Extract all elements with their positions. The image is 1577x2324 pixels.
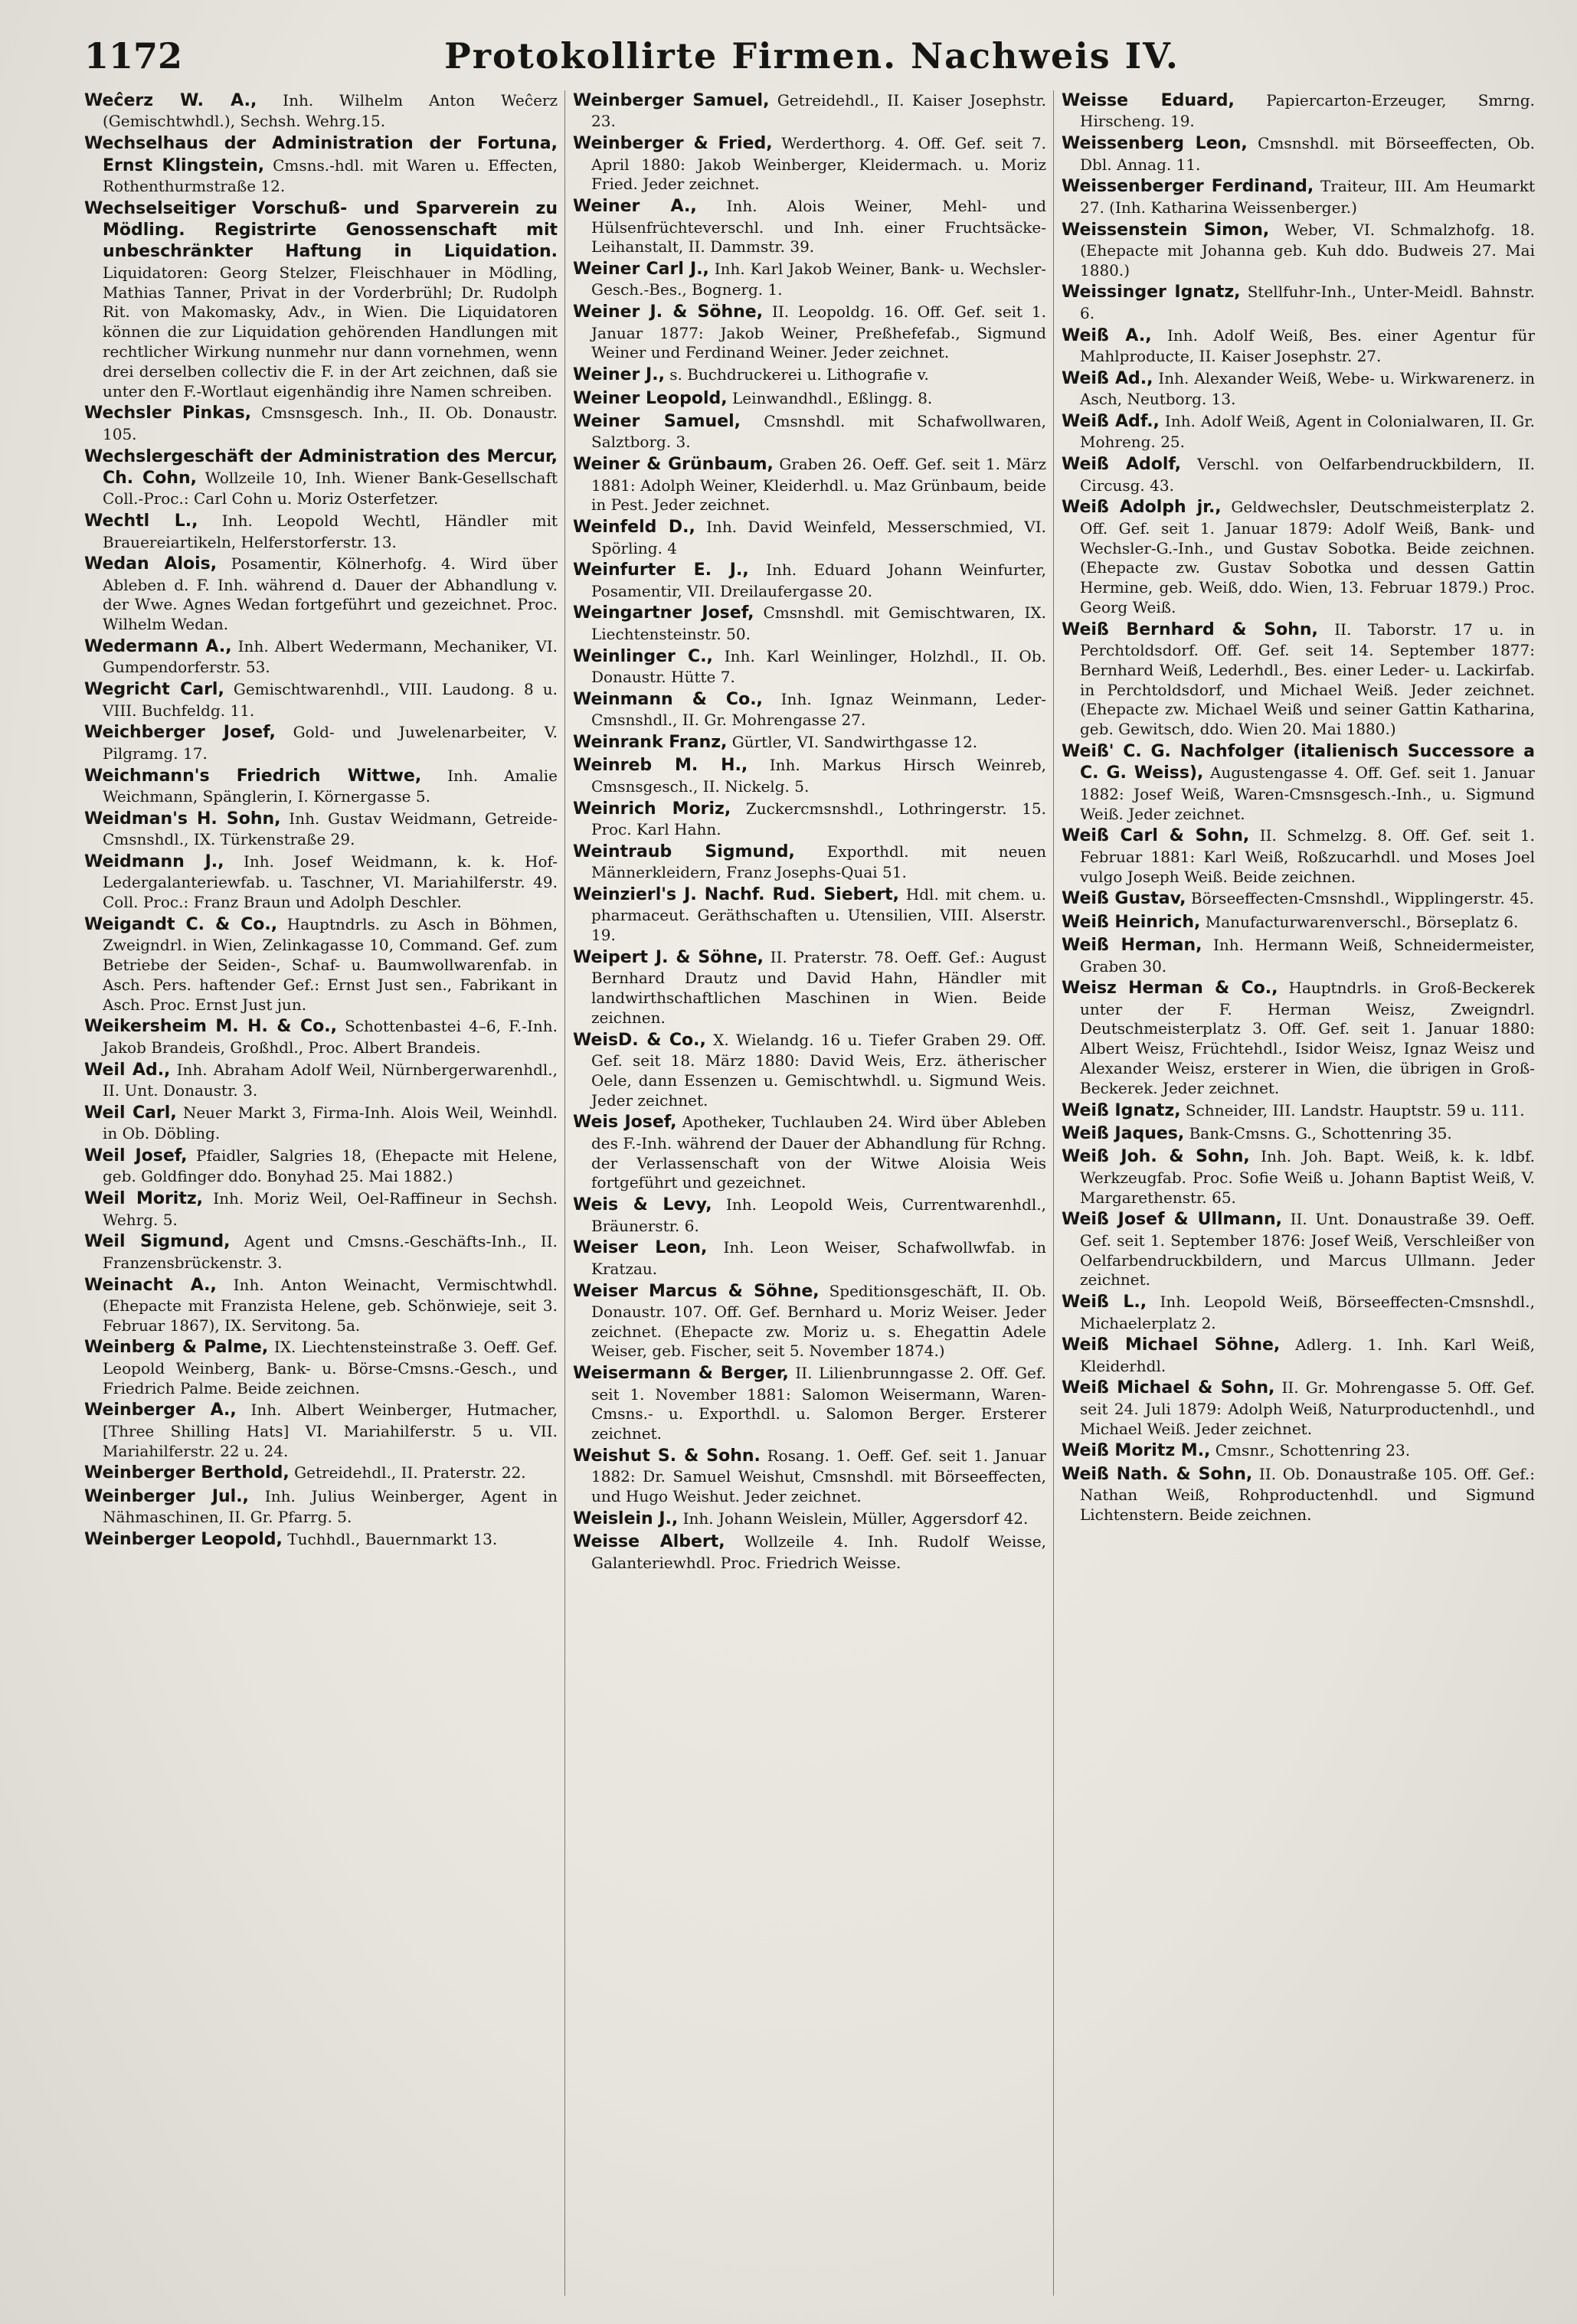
firm-name: Weiß Adolf,: [1062, 455, 1182, 475]
firm-entry: [84, 1146, 558, 1187]
firm-entry: [1062, 1335, 1535, 1376]
firm-name: Weiner J. & Söhne,: [573, 302, 764, 322]
firm-entry: [573, 1030, 1046, 1111]
firm-entry: [1062, 741, 1535, 824]
firm-entry: [1062, 454, 1535, 495]
firm-entry: [1062, 1146, 1535, 1208]
firm-entry: [84, 1231, 558, 1273]
firm-details: Cmsnr., Schottenring 23.: [1215, 1441, 1411, 1460]
firm-name: Weiß Jaques,: [1062, 1124, 1185, 1144]
firm-details: Inh. Adolf Weiß, Agent in Colonialwaren, II. Gr. Mohreng. 25.: [1080, 412, 1535, 452]
firm-entry: [573, 1195, 1046, 1236]
firm-entry: [1062, 1209, 1535, 1290]
firm-name: Weinberger A.,: [84, 1401, 237, 1420]
firm-details: Getreidehdl., II. Praterstr. 22.: [294, 1463, 526, 1482]
firm-name: Weisse Albert,: [573, 1532, 725, 1552]
column-3: [1062, 90, 1535, 2303]
firm-entry: [1062, 619, 1535, 740]
firm-entry: [1062, 497, 1535, 617]
firm-details: II. Lilienbrunngasse 2. Off. Gef. seit 1. November 1881: Salomon Weisermann, Waren-Cmsns.- u. Exporthdl. u. Salomon Berger. Ersterer zeichnet.: [591, 1364, 1046, 1443]
firm-entry: [573, 1446, 1046, 1507]
firm-name: Weiner Carl J.,: [573, 260, 709, 279]
firm-entry: [573, 1237, 1046, 1279]
firm-details: Börseeffecten-Cmsnshdl., Wipplingerstr. 45.: [1190, 889, 1534, 908]
firm-details: Inh. Gustav Weidmann, Getreide-Cmsnshdl., IX. Türkenstraße 29.: [103, 809, 558, 849]
firm-name: Wechsler Pinkas,: [84, 404, 252, 423]
firm-name: Weintraub Sigmund,: [573, 842, 795, 861]
firm-name: Weiß Adf.,: [1062, 412, 1160, 431]
firm-name: Weil Ad.,: [84, 1060, 171, 1080]
firm-details: Augustengasse 4. Off. Gef. seit 1. Januar 1882: Josef Weiß, Waren-Cmsnsgesch.-Inh., u. Sigmund Weiß. Jeder zeichnet.: [1080, 763, 1535, 823]
firm-details: Bank-Cmsns. G., Schottenring 35.: [1189, 1124, 1452, 1143]
firm-details: Hdl. mit chem. u. pharmaceut. Geräthschaften u. Utensilien, VIII. Alserstr. 19.: [591, 884, 1046, 945]
firm-entry: [573, 259, 1046, 300]
firm-details: Hauptndrls. zu Asch in Böhmen, Zweigndrl. in Wien, Zelinkagasse 10, Command. Gef. zum Betriebe der Seiden-, Schaf- u. Baumwollwarenfab. in Asch. Pers. haftender Gef.: Ernst Just sen., Fabrikant in Asch. Proc. Ernst Just jun.: [103, 914, 558, 1014]
firm-details: Schneider, III. Landstr. Hauptstr. 59 u. 111.: [1185, 1100, 1525, 1120]
firm-entry: [1062, 220, 1535, 281]
firm-details: Getreidehdl., II. Kaiser Josephstr. 23.: [591, 91, 1046, 131]
firm-entry: [84, 1103, 558, 1144]
firm-name: Weinberger Berthold,: [84, 1463, 290, 1483]
firm-name: Weiß Carl & Sohn,: [1062, 826, 1250, 846]
firm-name: Wechtl L.,: [84, 512, 198, 531]
firm-name: Weisse Eduard,: [1062, 91, 1235, 110]
column-2: [573, 90, 1046, 2303]
firm-name: Weiß Ignatz,: [1062, 1100, 1181, 1120]
firm-name: Weissinger Ignatz,: [1062, 283, 1241, 302]
firm-details: Inh. Moriz Weil, Oel-Raffineur in Sechsh. Wehrg. 5.: [103, 1189, 558, 1229]
firm-name: Weiß Nath. & Sohn,: [1062, 1464, 1253, 1484]
firm-name: Weissenstein Simon,: [1062, 220, 1270, 240]
firm-entry: [1062, 1464, 1535, 1525]
firm-name: Weil Josef,: [84, 1146, 188, 1165]
firm-name: Weiser Marcus & Söhne,: [573, 1281, 820, 1301]
firm-entry: [84, 636, 558, 678]
firm-entry: [84, 90, 558, 132]
firm-details: Cmsns.-hdl. mit Waren u. Effecten, Rothenthurmstraße 12.: [103, 155, 558, 195]
firm-entry: [84, 1060, 558, 1101]
firm-entry: [1062, 90, 1535, 132]
firm-entry: [573, 646, 1046, 688]
running-title: Protokollirte Firmen. Nachweis IV.: [444, 35, 1179, 77]
firm-name: Weiß Moritz M.,: [1062, 1441, 1211, 1461]
entry-columns: [84, 90, 1539, 2303]
firm-name: Weil Moritz,: [84, 1189, 204, 1209]
firm-details: Inh. David Weinfeld, Messerschmied, VI. Spörling. 4: [591, 518, 1046, 557]
firm-details: Apotheker, Tuchlauben 24. Wird über Ableben des F.-Inh. während der Dauer der Abhandlung für Rchng. der Verlassenschaft von der Witwe Aloisia Weis fortgeführt und gezeichnet.: [591, 1113, 1046, 1192]
firm-name: Wedermann A.,: [84, 637, 232, 657]
firm-entry: [1062, 888, 1535, 910]
firm-entry: [1062, 325, 1535, 367]
firm-details: X. Wielandg. 16 u. Tiefer Graben 29. Off. Gef. seit 18. März 1880: David Weis, Erz. ätherischer Oele, dann Essenzen u. Gemischtwhdl. u. Sigmund Weis. Jeder zeichnet.: [591, 1030, 1046, 1110]
firm-entry: [84, 1486, 558, 1528]
firm-entry: [1062, 825, 1535, 887]
firm-entry: [84, 403, 558, 444]
firm-details: Inh. Markus Hirsch Weinreb, Cmsnsgesch., II. Nickelg. 5.: [591, 756, 1046, 796]
firm-entry: [573, 388, 1046, 410]
firm-name: Weiß Heinrich,: [1062, 912, 1201, 932]
firm-details: II. Ob. Donaustraße 105. Off. Gef.: Nathan Weiß, Rohproductenhdl. und Sigmund Lichtenstern. Beide zeichnen.: [1080, 1464, 1535, 1524]
firm-name: Weiß Joh. & Sohn,: [1062, 1147, 1250, 1167]
firm-details: Inh. Albert Wedermann, Mechaniker, VI. Gumpendorferstr. 53.: [103, 637, 558, 677]
firm-details: Inh. Karl Jakob Weiner, Bank- u. Wechsler-Gesch.-Bes., Bognerg. 1.: [591, 260, 1046, 299]
firm-details: Inh. Wilhelm Anton Weĉerz (Gemischtwhdl.), Sechsh. Wehrg.15.: [103, 91, 558, 131]
firm-entry: [1062, 978, 1535, 1098]
firm-name: Weiser Leon,: [573, 1238, 708, 1258]
firm-name: Weidman's H. Sohn,: [84, 809, 281, 829]
firm-name: Weinrich Moriz,: [573, 799, 731, 819]
firm-entry: [1062, 912, 1535, 933]
firm-entry: [573, 302, 1046, 363]
firm-details: Manufacturwarenverschl., Börseplatz 6.: [1205, 912, 1519, 931]
firm-entry: [573, 732, 1046, 753]
firm-name: Weinacht A.,: [84, 1275, 217, 1295]
firm-details: Wollzeile 4. Inh. Rudolf Weisse, Galanteriewhdl. Proc. Friedrich Weisse.: [591, 1532, 1046, 1572]
firm-name: Weiner J.,: [573, 365, 665, 385]
firm-details: II. Schmelzg. 8. Off. Gef. seit 1. Februar 1881: Karl Weiß, Roßzucarhdl. und Moses Joel vulgo Joseph Weiß. Beide zeichnen.: [1080, 826, 1535, 886]
firm-entry: [573, 755, 1046, 796]
firm-entry: [573, 1363, 1046, 1444]
firm-entry: [1062, 411, 1535, 453]
firm-name: Weiß L.,: [1062, 1293, 1147, 1312]
firm-details: Cmsnshdl. mit Schafwollwaren, Salztborg. 3.: [591, 412, 1046, 452]
firm-name: Weiner Samuel,: [573, 412, 741, 431]
firm-details: Inh. Albert Weinberger, Hutmacher, [Three Shilling Hats] VI. Mariahilferstr. 5 u. VII. Mariahilferstr. 22 u. 24.: [103, 1401, 558, 1460]
firm-details: Inh. Johann Weislein, Müller, Aggersdorf 42.: [682, 1509, 1029, 1528]
firm-entry: [84, 1016, 558, 1057]
firm-name: Weiner & Grünbaum,: [573, 455, 774, 475]
firm-entry: [84, 1275, 558, 1336]
firm-details: Verschl. von Oelfarbendruckbildern, II. Circusg. 43.: [1080, 455, 1535, 495]
firm-name: Weinberger Leopold,: [84, 1529, 283, 1549]
firm-name: Weinfurter E. J.,: [573, 561, 749, 580]
firm-entry: [573, 560, 1046, 601]
firm-entry: [84, 722, 558, 763]
firm-entry: [573, 603, 1046, 644]
firm-name: Weichmann's Friedrich Wittwe,: [84, 766, 422, 786]
firm-entry: [573, 517, 1046, 558]
firm-details: Inh. Amalie Weichmann, Spänglerin, I. Körnergasse 5.: [103, 766, 558, 806]
firm-details: Cmsnsgesch. Inh., II. Ob. Donaustr. 105.: [103, 404, 558, 443]
firm-name: Wechselhaus der Administration der Fortuna, Ernst Klingstein,: [84, 134, 558, 175]
firm-entry: [573, 947, 1046, 1028]
firm-entry: [573, 799, 1046, 840]
firm-details: Cmsnshdl. mit Börseeffecten, Ob. Dbl. Annag. 11.: [1080, 134, 1535, 174]
firm-details: IX. Liechtensteinstraße 3. Oeff. Gef. Leopold Weinberg, Bank- u. Börse-Cmsns.-Gesch., und Friedrich Palme. Beide zeichnen.: [103, 1338, 558, 1397]
firm-name: Wechselseitiger Vorschuß- und Sparverein zu Mödling. Registrirte Genossenschaft mit unbeschränkter Haftung in Liquidation.: [84, 198, 558, 262]
firm-entry: [573, 689, 1046, 731]
firm-name: Weissenberg Leon,: [1062, 134, 1248, 154]
firm-details: Papiercarton-Erzeuger, Smrng. Hirscheng. 19.: [1080, 91, 1535, 131]
firm-name: Weiß Michael & Sohn,: [1062, 1378, 1275, 1398]
firm-details: Cmsnshdl. mit Gemischtwaren, IX. Liechtensteinstr. 50.: [591, 603, 1046, 643]
firm-name: Weĉerz W. A.,: [84, 91, 257, 110]
firm-details: II. Taborstr. 17 u. in Perchtoldsdorf. Off. Gef. seit 14. September 1877: Bernhard Weiß, Lederhdl., Bes. einer Leder- u. Lackirfab. in Perchtoldsdorf, und Michael Weiß. Jeder zeichnet. (Ehepacte zw. Michael Weiß und seiner Gattin Katharina, geb. Gewitsch, ddo. Wien 20. Mai 1880.): [1080, 619, 1535, 739]
firm-details: II. Unt. Donaustraße 39. Oeff. Gef. seit 1. September 1876: Josef Weiß, Verschleißer von Oelfarbendruckbildern, und Marcus Ullmann. Jeder zeichnet.: [1080, 1210, 1535, 1289]
firm-entry: [84, 809, 558, 850]
firm-details: Gürtler, VI. Sandwirthgasse 12.: [731, 733, 978, 751]
firm-name: Weinberger Samuel,: [573, 91, 770, 110]
firm-entry: [1062, 176, 1535, 217]
firm-entry: [84, 554, 558, 635]
firm-details: II. Praterstr. 78. Oeff. Gef.: August Bernhard Drautz und David Hahn, Händler mit landwirthschaftlichen Maschinen in Wien. Beide zeichnen.: [591, 947, 1046, 1027]
firm-name: WeisD. & Co.,: [573, 1030, 706, 1050]
firm-details: Inh. Leopold Weiß, Börseeffecten-Cmsnshdl., Michaelerplatz 2.: [1080, 1293, 1535, 1332]
firm-name: Weishut S. & Sohn.: [573, 1446, 761, 1466]
page-number: 1172: [84, 35, 183, 77]
firm-details: Liquidatoren: Georg Stelzer, Fleischhauer in Mödling, Mathias Tanner, Privat in der Vorderbrühl; Dr. Rudolph Rit. von Makomasky, Adv., in Wien. Die Liquidatoren können die zur Liquidation gehörenden Handlungen mit rechtlicher Wirkung nunmehr nur dann vornehmen, wenn drei derselben collectiv die F. in der Art zeichnen, daß sie unter den F.-Wortlaut eigenhändig ihre Namen schreiben.: [103, 263, 558, 400]
firm-name: Weinrank Franz,: [573, 733, 728, 752]
firm-details: Schottenbastei 4–6, F.-Inh. Jakob Brandeis, Großhdl., Proc. Albert Brandeis.: [103, 1017, 558, 1057]
firm-entry: [1062, 368, 1535, 410]
firm-entry: [573, 1281, 1046, 1362]
firm-entry: [573, 1531, 1046, 1573]
firm-entry: [573, 133, 1046, 194]
firm-details: II. Gr. Mohrengasse 5. Off. Gef. seit 24. Juli 1879: Adolph Weiß, Naturproductenhdl., und Michael Weiß. Jeder zeichnet.: [1080, 1378, 1535, 1438]
firm-entry: [84, 1188, 558, 1230]
column-1: [84, 90, 558, 2303]
firm-name: Weis & Levy,: [573, 1195, 712, 1215]
firm-name: Weikersheim M. H. & Co.,: [84, 1017, 337, 1037]
firm-name: Wedan Alois,: [84, 554, 218, 574]
firm-name: Weingartner Josef,: [573, 603, 754, 623]
firm-details: Weber, VI. Schmalzhofg. 18. (Ehepacte mit Johanna geb. Kuh ddo. Budweis 27. Mai 1880.): [1080, 220, 1535, 279]
firm-details: Inh. Ignaz Weinmann, Leder-Cmsnshdl., II. Gr. Mohrengasse 27.: [591, 689, 1046, 730]
firm-details: Inh. Leopold Weis, Currentwarenhdl., Bräunerstr. 6.: [591, 1195, 1046, 1235]
firm-details: Adlerg. 1. Inh. Karl Weiß, Kleiderhdl.: [1080, 1335, 1535, 1375]
firm-name: Weisz Herman & Co.,: [1062, 979, 1278, 999]
firm-entry: [573, 1508, 1046, 1530]
firm-name: Weislein J.,: [573, 1509, 679, 1528]
firm-entry: [573, 411, 1046, 453]
firm-entry: [1062, 1378, 1535, 1439]
firm-entry: [1062, 282, 1535, 323]
firm-name: Weiß' C. G. Nachfolger (italienisch Successore a C. G. Weiss),: [1062, 742, 1535, 783]
firm-entry: [84, 1463, 558, 1484]
firm-details: Posamentir, Kölnerhofg. 4. Wird über Ableben d. F. Inh. während d. Dauer der Abhandlung v. der Wwe. Agnes Wedan fortgeführt und gezeichnet. Proc. Wilhelm Wedan.: [103, 554, 558, 634]
firm-details: Inh. Hermann Weiß, Schneidermeister, Graben 30.: [1080, 936, 1535, 976]
firm-details: Zuckercmsnshdl., Lothringerstr. 15. Proc. Karl Hahn.: [591, 799, 1046, 838]
firm-name: Weiß Michael Söhne,: [1062, 1335, 1281, 1355]
firm-details: Leinwandhdl., Eßlingg. 8.: [731, 388, 933, 407]
column-divider: [1053, 90, 1054, 2296]
firm-details: Inh. Alois Weiner, Mehl- und Hülsenfrüchteverschl. und Inh. einer Fruchtsäcke-Leihanstalt, II. Dammstr. 39.: [591, 197, 1046, 257]
firm-name: Weinzierl's J. Nachf. Rud. Siebert,: [573, 884, 900, 904]
firm-name: Weil Sigmund,: [84, 1232, 231, 1252]
firm-details: Graben 26. Oeff. Gef. seit 1. März 1881: Adolph Weiner, Kleiderhdl. u. Maz Grünbaum, beide in Pest. Jeder zeichnet.: [591, 455, 1046, 515]
firm-details: Inh. Anton Weinacht, Vermischtwhdl. (Ehepacte mit Franzista Helene, geb. Schönwieje, seit 3. Februar 1867), IX. Servitong. 5a.: [103, 1275, 558, 1335]
firm-name: Weigandt C. & Co.,: [84, 914, 278, 934]
firm-details: Gold- und Juwelenarbeiter, V. Pilgramg. 17.: [103, 723, 558, 763]
column-divider: [564, 90, 565, 2296]
firm-details: Inh. Joh. Bapt. Weiß, k. k. ldbf. Werkzeugfab. Proc. Sofie Weiß u. Johann Baptist Weiß, V. Margarethenstr. 65.: [1080, 1147, 1535, 1207]
firm-details: Agent und Cmsns.-Geschäfts-Inh., II. Franzensbrückenstr. 3.: [103, 1232, 558, 1272]
firm-name: Weisermann & Berger,: [573, 1364, 789, 1384]
firm-details: Inh. Josef Weidmann, k. k. Hof-Ledergalanteriewfab. u. Taschner, VI. Mariahilferstr. 49. Coll. Proc.: Franz Braun und Adolph Deschler.: [103, 851, 558, 912]
firm-details: Inh. Leopold Wechtl, Händler mit Brauereiartikeln, Helferstorferstr. 13.: [103, 512, 558, 551]
firm-entry: [84, 511, 558, 552]
firm-details: Tuchhdl., Bauernmarkt 13.: [287, 1529, 498, 1548]
firm-name: Weiß Bernhard & Sohn,: [1062, 619, 1318, 639]
firm-entry: [573, 364, 1046, 386]
firm-details: Geldwechsler, Deutschmeisterplatz 2. Off. Gef. seit 1. Januar 1879: Adolf Weiß, Bank- und Wechsler-G.-Inh., und Gustav Sobotka. Beide zeichnen. (Ehepacte zw. Gustav Sobotka und dessen Gattin Hermine, geb. Weiß, ddo. Wien, 13. Februar 1879.) Proc. Georg Weiß.: [1080, 498, 1535, 616]
firm-name: Weiß Josef & Ullmann,: [1062, 1210, 1282, 1230]
firm-entry: [84, 851, 558, 913]
firm-name: Weinberg & Palme,: [84, 1338, 269, 1358]
firm-details: Inh. Eduard Johann Weinfurter, Posamentir, VII. Dreilaufergasse 20.: [591, 561, 1046, 600]
firm-entry: [573, 842, 1046, 883]
firm-name: Weiß Adolph jr.,: [1062, 498, 1222, 518]
firm-name: Weinmann & Co.,: [573, 689, 763, 709]
firm-name: Weinreb M. H.,: [573, 756, 748, 776]
firm-entry: [84, 914, 558, 1015]
firm-details: Traiteur, III. Am Heumarkt 27. (Inh. Katharina Weissenberger.): [1080, 177, 1535, 217]
firm-details: Neuer Markt 3, Firma-Inh. Alois Weil, Weinhdl. in Ob. Döbling.: [103, 1103, 558, 1143]
firm-name: Weinlinger C.,: [573, 646, 713, 666]
firm-entry: [84, 133, 558, 197]
firm-entry: [84, 766, 558, 807]
firm-details: Inh. Abraham Adolf Weil, Nürnbergerwarenhdl., II. Unt. Donaustr. 3.: [103, 1060, 558, 1100]
firm-details: Pfaidler, Salgries 18, (Ehepacte mit Helene, geb. Goldfinger ddo. Bonyhad 25. Mai 1882.): [103, 1146, 558, 1186]
firm-name: Weinberger & Fried,: [573, 134, 773, 154]
firm-details: Inh. Julius Weinberger, Agent in Nähmaschinen, II. Gr. Pfarrg. 5.: [103, 1486, 558, 1527]
firm-details: Hauptndrls. in Groß-Beckerek unter der F. Herman Weisz, Zweigndrl. Deutschmeisterplatz 3. Off. Gef. seit 1. Januar 1880: Albert Weisz, Früchtehdl., Isidor Weisz, Ignaz Weisz und Alexander Weisz, ersterer in Wien, die übrigen in Groß-Beckerek. Jeder zeichnet.: [1080, 979, 1535, 1097]
firm-entry: [1062, 1440, 1535, 1462]
firm-details: Inh. Adolf Weiß, Bes. einer Agentur für Mahlproducte, II. Kaiser Josephstr. 27.: [1080, 325, 1535, 366]
firm-name: Weiner A.,: [573, 197, 697, 217]
firm-entry: [573, 1112, 1046, 1193]
firm-details: Gemischtwarenhdl., VIII. Laudong. 8 u. VIII. Buchfeldg. 11.: [103, 680, 558, 720]
firm-name: Wechslergeschäft der Administration des Mercur, Ch. Cohn,: [84, 446, 558, 488]
firm-details: Inh. Leon Weiser, Schafwollwfab. in Kratzau.: [591, 1238, 1046, 1278]
firm-entry: [84, 679, 558, 721]
firm-entry: [573, 884, 1046, 946]
firm-name: Wegricht Carl,: [84, 680, 224, 700]
firm-name: Weiner Leopold,: [573, 388, 728, 408]
firm-entry: [1062, 1123, 1535, 1145]
firm-entry: [1062, 133, 1535, 175]
firm-entry: [84, 1400, 558, 1461]
page-header: [84, 29, 1539, 83]
firm-name: Weil Carl,: [84, 1103, 177, 1123]
firm-details: s. Buchdruckerei u. Lithografie v.: [669, 365, 929, 384]
firm-details: Werderthorg. 4. Off. Gef. seit 7. April 1880: Jakob Weinberger, Kleidermach. u. Moriz Fried. Jeder zeichnet.: [591, 134, 1046, 194]
firm-name: Weipert J. & Söhne,: [573, 947, 764, 967]
firm-details: Speditionsgeschäft, II. Ob. Donaustr. 107. Off. Gef. Bernhard u. Moriz Weiser. Jeder zeichnet. (Ehepacte zw. Moriz u. s. Ehegattin Adele Weiser, geb. Fischer, seit 5. November 1874.): [591, 1281, 1046, 1361]
firm-details: Stellfuhr-Inh., Unter-Meidl. Bahnstr. 6.: [1080, 283, 1535, 322]
firm-name: Weiß Gustav,: [1062, 889, 1186, 909]
firm-details: Rosang. 1. Oeff. Gef. seit 1. Januar 1882: Dr. Samuel Weishut, Cmsnshdl. mit Börseeffecten, und Hugo Weishut. Jeder zeichnet.: [591, 1446, 1046, 1506]
firm-details: Wollzeile 10, Inh. Wiener Bank-Gesellschaft Coll.-Proc.: Carl Cohn u. Moriz Osterfetzer.: [103, 468, 558, 508]
firm-name: Weiß Herman,: [1062, 936, 1202, 956]
firm-entry: [1062, 935, 1535, 976]
firm-name: Weissenberger Ferdinand,: [1062, 177, 1314, 197]
firm-entry: [84, 198, 558, 402]
firm-name: Weinberger Jul.,: [84, 1486, 249, 1506]
firm-entry: [84, 446, 558, 510]
firm-name: Weiß Ad.,: [1062, 368, 1153, 388]
firm-name: Weis Josef,: [573, 1113, 677, 1133]
firm-entry: [84, 1337, 558, 1398]
firm-entry: [573, 196, 1046, 257]
firm-entry: [573, 454, 1046, 515]
firm-entry: [1062, 1292, 1535, 1333]
firm-entry: [573, 90, 1046, 132]
firm-details: II. Leopoldg. 16. Off. Gef. seit 1. Januar 1877: Jakob Weiner, Preßhefefab., Sigmund Weiner und Ferdinand Weiner. Jeder zeichnet.: [591, 302, 1046, 362]
firm-name: Weidmann J.,: [84, 851, 224, 871]
firm-entry: [1062, 1100, 1535, 1122]
firm-details: Inh. Alexander Weiß, Webe- u. Wirkwarenerz. in Asch, Neutborg. 13.: [1080, 368, 1535, 409]
firm-details: Exporthdl. mit neuen Männerkleidern, Franz Josephs-Quai 51.: [591, 842, 1046, 882]
firm-details: Inh. Karl Weinlinger, Holzhdl., II. Ob. Donaustr. Hütte 7.: [591, 646, 1046, 687]
firm-name: Weichberger Josef,: [84, 723, 276, 743]
firm-name: Weinfeld D.,: [573, 518, 695, 538]
firm-name: Weiß A.,: [1062, 325, 1152, 345]
firm-entry: [84, 1529, 558, 1551]
